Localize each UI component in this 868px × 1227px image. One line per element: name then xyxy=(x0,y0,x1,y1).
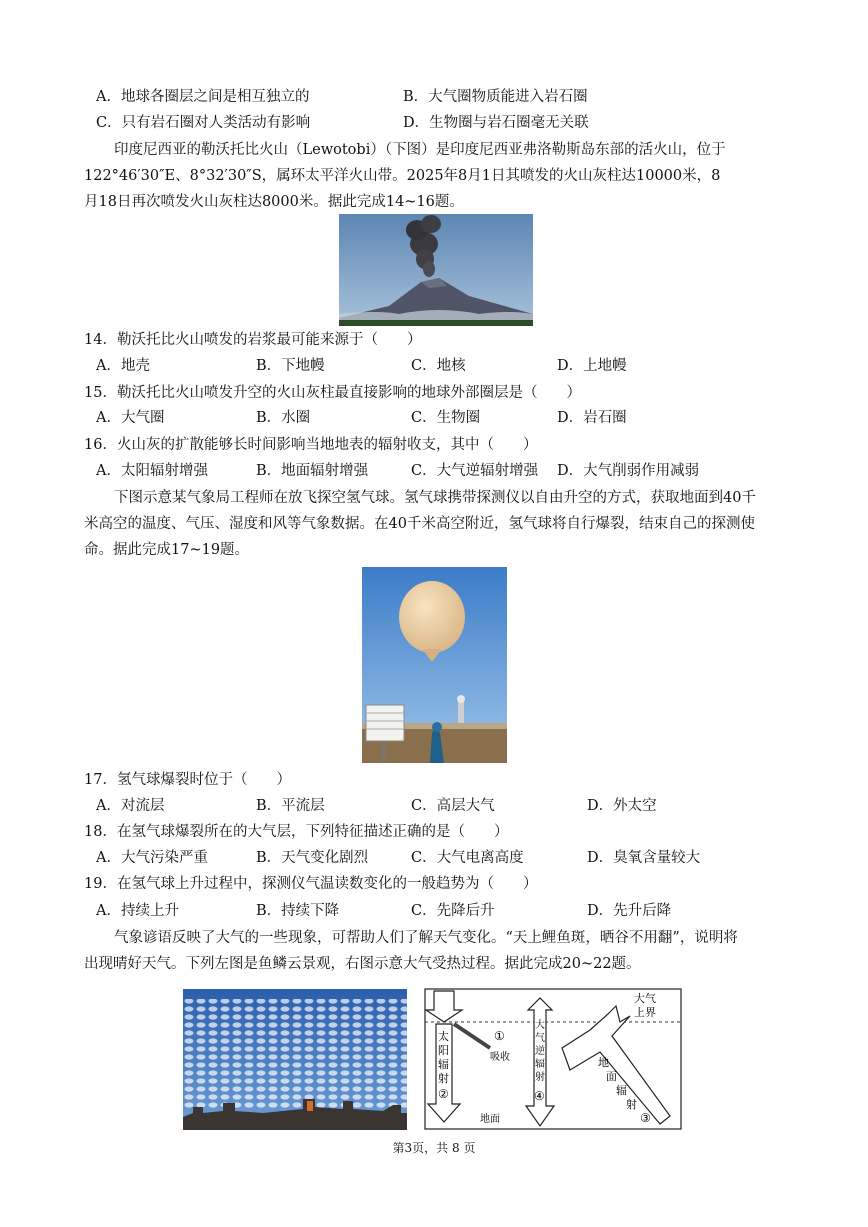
balloon-intro-paragraph xyxy=(84,485,786,563)
solar-label-3: 辐 xyxy=(438,1058,449,1071)
ground-rad-label-4: 射 xyxy=(626,1098,637,1111)
circle-1-label: ① xyxy=(494,1029,505,1043)
balloon-intro-line-3: 命。据此完成17~19题。 xyxy=(84,542,250,558)
q18-option-b: B．天气变化剧烈 xyxy=(256,850,369,866)
q18-option-a: A．大气污染严重 xyxy=(96,850,208,866)
q13-option-b: B．大气圈物质能进入岩石圈 xyxy=(403,89,588,105)
q19-option-b: B．持续下降 xyxy=(256,903,340,919)
ground-rad-label-2: 面 xyxy=(606,1070,617,1083)
solar-label-4: 射 xyxy=(438,1072,449,1085)
volcano-photo xyxy=(339,214,533,326)
q18-option-d: D．臭氧含量较大 xyxy=(587,850,701,866)
volcano-intro-line-2: 122°46′30″E、8°32′30″S，属环太平洋火山带。2025年8月1日其喷发的火山灰柱达10000米，8 xyxy=(84,168,721,184)
counter-label-2: 气 xyxy=(535,1033,545,1044)
q19-stem: 19．在氢气球上升过程中，探测仪气温读数变化的一般趋势为（ ） xyxy=(84,876,538,892)
upper-boundary-label-1: 大气 xyxy=(634,992,656,1005)
q17-option-d: D．外太空 xyxy=(587,798,657,814)
q13-option-a: A．地球各圈层之间是相互独立的 xyxy=(96,89,310,105)
q15-option-c: C．生物圈 xyxy=(411,410,481,426)
ground-rad-label-3: 辐 xyxy=(616,1084,627,1097)
q14-option-d: D．上地幔 xyxy=(557,358,627,374)
ground-rad-label-1: 地 xyxy=(598,1056,609,1069)
q18-option-c: C．大气电离高度 xyxy=(411,850,524,866)
q15-option-b: B．水圈 xyxy=(256,410,311,426)
circle-3-label: ③ xyxy=(640,1111,651,1125)
counter-label-4: 辐 xyxy=(535,1059,545,1070)
counter-label-5: 射 xyxy=(535,1072,545,1083)
solar-label-2: 阳 xyxy=(438,1044,449,1057)
q15-option-a: A．大气圈 xyxy=(96,410,165,426)
q17-option-c: C．高层大气 xyxy=(411,798,495,814)
volcano-intro-paragraph xyxy=(84,137,786,215)
q16-option-d: D．大气削弱作用减弱 xyxy=(557,463,700,479)
counter-label-3: 逆 xyxy=(535,1046,545,1057)
q13-option-c: C．只有岩石圈对人类活动有影响 xyxy=(96,115,311,131)
balloon-intro-line-2: 米高空的温度、气压、湿度和风等气象数据。在40千米高空附近，氢气球将自行爆裂，结束自己的探测使 xyxy=(84,516,755,532)
circle-2-label: ② xyxy=(438,1087,449,1101)
q19-option-a: A．持续上升 xyxy=(96,903,179,919)
circle-4-label: ④ xyxy=(534,1089,545,1103)
q14-stem: 14．勒沃托比火山喷发的岩浆最可能来源于（ ） xyxy=(84,332,422,348)
q14-option-c: C．地核 xyxy=(411,358,466,374)
q19-option-d: D．先升后降 xyxy=(587,903,672,919)
q16-option-a: A．太阳辐射增强 xyxy=(96,463,208,479)
q15-stem: 15．勒沃托比火山喷发升空的火山灰柱最直接影响的地球外部圈层是（ ） xyxy=(84,385,581,401)
q13-option-d: D．生物圈与岩石圈毫无关联 xyxy=(403,115,589,131)
cirrocumulus-cloud-photo xyxy=(183,989,407,1130)
clouds-intro-line-2: 出现晴好天气。下列左图是鱼鳞云景观，右图示意大气受热过程。据此完成20~22题。 xyxy=(84,956,641,972)
q16-option-c: C．大气逆辐射增强 xyxy=(411,463,539,479)
q15-option-d: D．岩石圈 xyxy=(557,410,627,426)
solar-label-1: 太 xyxy=(438,1030,449,1043)
clouds-intro-paragraph xyxy=(84,925,786,977)
page-footer: 第3页，共 8 页 xyxy=(392,1141,476,1155)
q16-stem: 16．火山灰的扩散能够长时间影响当地地表的辐射收支，其中（ ） xyxy=(84,437,538,453)
volcano-intro-line-3: 月18日再次喷发火山灰柱达8000米。据此完成14~16题。 xyxy=(84,194,464,210)
balloon-photo xyxy=(362,567,507,763)
upper-boundary-label-2: 上界 xyxy=(634,1006,656,1019)
balloon-intro-line-1: 下图示意某气象局工程师在放飞探空氢气球。氢气球携带探测仪以自由升空的方式，获取地面到40千 xyxy=(114,490,756,506)
q14-option-b: B．下地幔 xyxy=(256,358,325,374)
q17-stem: 17．氢气球爆裂时位于（ ） xyxy=(84,772,291,788)
q16-option-b: B．地面辐射增强 xyxy=(256,463,369,479)
clouds-intro-line-1: 气象谚语反映了大气的一些现象，可帮助人们了解天气变化。“天上鲤鱼斑，晒谷不用翻”，说明将 xyxy=(114,930,738,946)
q17-option-a: A．对流层 xyxy=(96,798,165,814)
q17-option-b: B．平流层 xyxy=(256,798,325,814)
q18-stem: 18．在氢气球爆裂所在的大气层，下列特征描述正确的是（ ） xyxy=(84,824,509,840)
ground-label: 地面 xyxy=(480,1114,500,1125)
atmosphere-heating-diagram xyxy=(424,988,682,1131)
volcano-intro-line-1: 印度尼西亚的勒沃托比火山（Lewotobi）（下图）是印度尼西亚弗洛勒斯岛东部的活火山，位于 xyxy=(114,142,726,158)
counter-label-1: 大 xyxy=(535,1020,545,1031)
q14-option-a: A．地壳 xyxy=(96,358,150,374)
q19-option-c: C．先降后升 xyxy=(411,903,495,919)
absorb-label: 吸收 xyxy=(490,1052,510,1063)
